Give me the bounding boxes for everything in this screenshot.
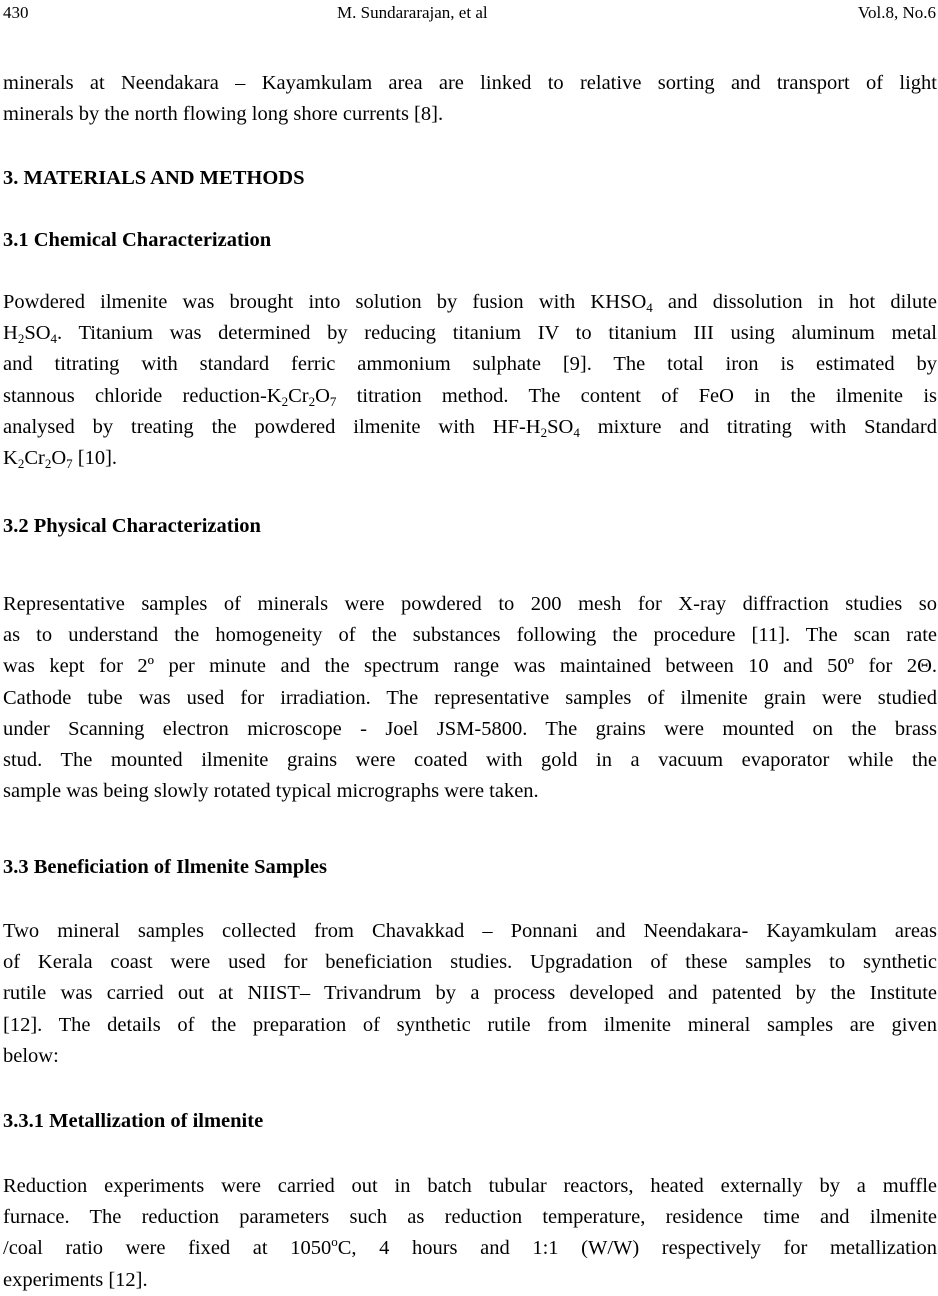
text-run: below: <box>3 1044 59 1067</box>
text-run: Representative samples of minerals were powdered to 200 mesh for X-ray diffraction studies so <box>3 593 937 615</box>
subscript: 2 <box>17 455 25 471</box>
subsection-heading: 3.3 Beneficiation of Ilmenite Samples <box>3 856 327 878</box>
text-run: stannous chloride reduction-K <box>3 384 282 407</box>
subsection-heading: 3.3.1 Metallization of ilmenite <box>3 1110 264 1132</box>
subscript: 2 <box>44 455 52 471</box>
text-line <box>3 1265 937 1296</box>
text-run: titration method. The content of FeO in the ilmenite is <box>336 384 938 407</box>
paragraph <box>3 589 937 807</box>
paragraph <box>3 1171 937 1296</box>
text-run: analysed by treating the powdered ilmenite with HF-H <box>3 415 541 438</box>
text-line <box>3 1041 937 1072</box>
text-run: O <box>51 446 67 469</box>
text-line <box>3 978 937 1009</box>
text-run: of Kerala coast were used for beneficiation studies. Upgradation of these samples to synthetic <box>3 951 937 974</box>
text-line <box>3 381 937 412</box>
running-header-authors: M. Sundararajan, et al <box>337 3 488 22</box>
text-run: minerals at Neendakara – Kayamkulam area are linked to relative sorting and transport of light <box>3 72 937 94</box>
text-line <box>3 947 937 978</box>
text-run: /coal ratio were fixed at 1050 <box>3 1237 332 1260</box>
text-line <box>3 349 937 380</box>
running-header <box>3 0 936 26</box>
text-run: was kept for 2º per minute and the spectrum range was maintained between 10 and 50º for 2Θ. <box>3 655 937 678</box>
subscript: 7 <box>66 455 73 471</box>
section-heading: 3. MATERIALS AND METHODS <box>3 167 305 189</box>
text-line <box>3 1010 937 1041</box>
text-line <box>3 443 937 474</box>
text-run: sample was being slowly rotated typical micrographs were taken. <box>3 780 539 803</box>
page-number: 430 <box>3 3 29 22</box>
text-run: rutile was carried out at NIIST– Trivandrum by a process developed and patented by the Institute <box>3 982 937 1005</box>
text-run: SO <box>547 415 574 438</box>
text-line <box>3 99 937 130</box>
subscript: 2 <box>281 393 289 409</box>
text-line <box>3 714 937 745</box>
text-run: mixture and titrating with Standard <box>579 415 937 438</box>
text-run: K <box>3 446 18 469</box>
text-line <box>3 68 937 99</box>
text-line <box>3 651 937 682</box>
text-run: Cr <box>288 384 309 407</box>
subscript: 4 <box>573 424 580 440</box>
subsection-heading: 3.2 Physical Characterization <box>3 515 261 537</box>
text-line <box>3 412 937 443</box>
paragraph <box>3 68 937 130</box>
text-run: C, 4 hours and 1:1 (W/W) respectively for metallization <box>337 1237 937 1260</box>
paragraph <box>3 916 937 1072</box>
text-line <box>3 683 937 714</box>
text-run: Two mineral samples collected from Chavakkad – Ponnani and Neendakara- Kayamkulam areas <box>3 920 937 942</box>
text-run: Reduction experiments were carried out in batch tubular reactors, heated externally by a muffle <box>3 1175 937 1197</box>
text-run: Powdered ilmenite was brought into solution by fusion with KHSO <box>3 291 647 313</box>
text-run: Cr <box>24 446 45 469</box>
text-run: Cathode tube was used for irradiation. The representative samples of ilmenite grain were studied <box>3 686 937 709</box>
text-run: H <box>3 322 18 345</box>
running-header-volume: Vol.8, No.6 <box>857 3 936 22</box>
text-run: . Titanium was determined by reducing titanium IV to titanium III using aluminum metal <box>57 322 937 345</box>
text-line <box>3 318 937 349</box>
text-line <box>3 916 937 947</box>
text-line <box>3 745 937 776</box>
text-run: stud. The mounted ilmenite grains were coated with gold in a vacuum evaporator while the <box>3 748 937 771</box>
text-line <box>3 1202 937 1233</box>
text-line <box>3 620 937 651</box>
text-line <box>3 287 937 318</box>
text-run: and titrating with standard ferric ammonium sulphate [9]. The total iron is estimated by <box>3 353 937 376</box>
text-run: under Scanning electron microscope - Joel JSM-5800. The grains were mounted on the brass <box>3 717 937 740</box>
superscript: o <box>331 1234 338 1250</box>
text-line <box>3 1233 937 1264</box>
text-run: SO <box>24 322 51 345</box>
text-run: experiments [12]. <box>3 1268 148 1291</box>
subscript: 2 <box>308 393 316 409</box>
subsection-heading: 3.1 Chemical Characterization <box>3 229 272 251</box>
text-run: minerals by the north flowing long shore currents [8]. <box>3 103 444 126</box>
subscript: 7 <box>329 393 337 409</box>
paragraph <box>3 287 937 474</box>
text-run: [10]. <box>72 446 118 469</box>
subscript: 2 <box>540 424 548 440</box>
subscript: 2 <box>17 331 25 347</box>
text-run: [12]. The details of the preparation of synthetic rutile from ilmenite mineral samples are given <box>3 1013 937 1036</box>
text-run: as to understand the homogeneity of the substances following the procedure [11]. The scan rate <box>3 624 937 647</box>
text-run: furnace. The reduction parameters such as reduction temperature, residence time and ilmenite <box>3 1206 937 1229</box>
text-line <box>3 589 937 620</box>
text-run: O <box>315 384 330 407</box>
text-run: and dissolution in hot dilute <box>652 291 937 313</box>
subscript: 4 <box>50 331 58 347</box>
text-line <box>3 776 937 807</box>
text-line <box>3 1171 937 1202</box>
subscript: 4 <box>646 300 653 315</box>
